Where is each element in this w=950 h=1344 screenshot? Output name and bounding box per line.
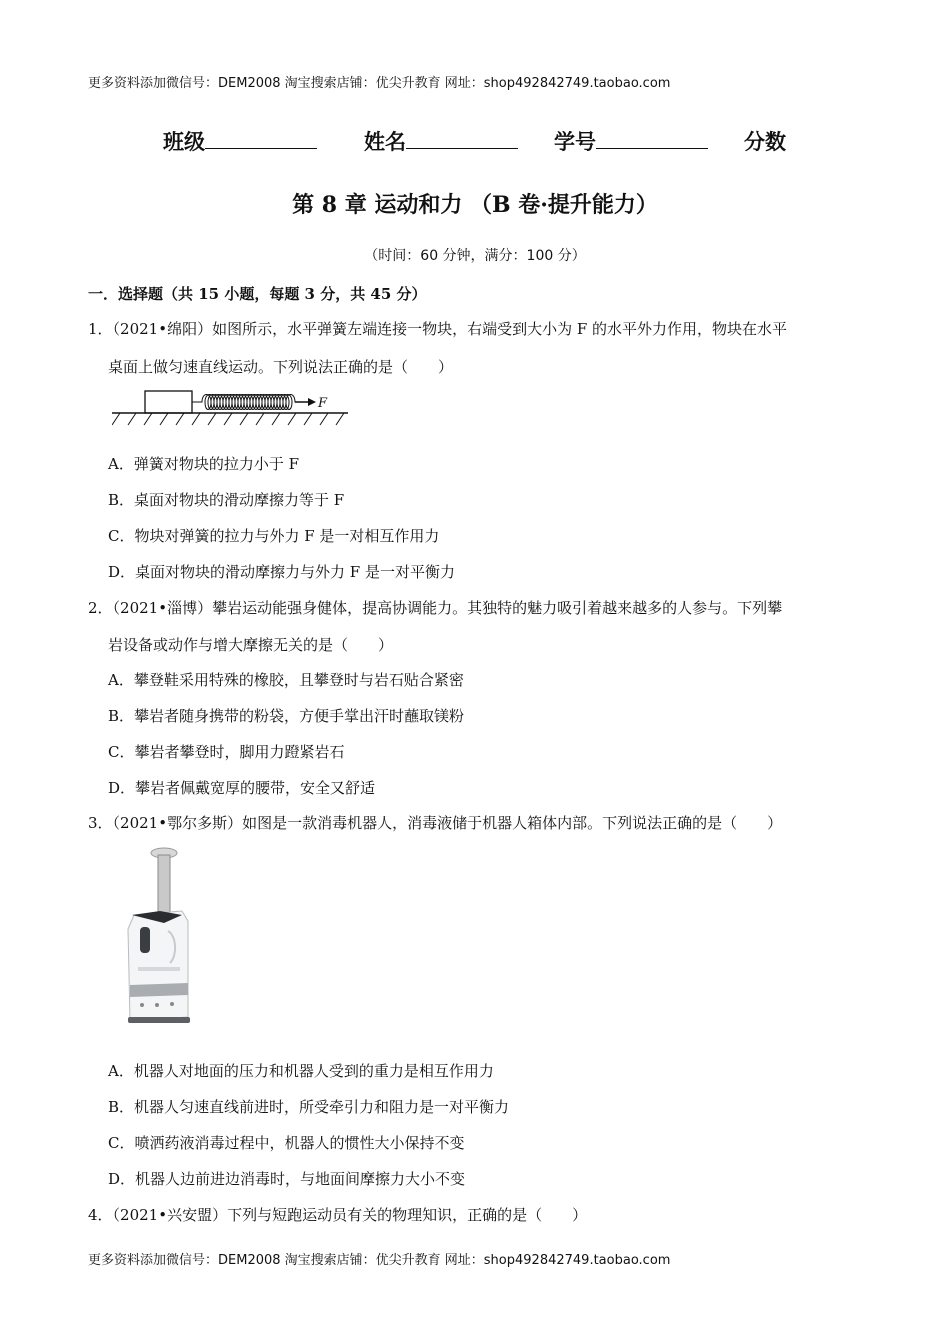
q3-option-d: D．机器人边前进边消毒时，与地面间摩擦力大小不变 [108,1170,466,1188]
page-title: 第 8 章 运动和力 （B 卷·提升能力） [292,192,658,218]
force-label: F [318,396,328,411]
section-heading: 一．选择题（共 15 小题，每题 3 分，共 45 分） [88,285,427,303]
q3-option-a: A．机器人对地面的压力和机器人受到的重力是相互作用力 [108,1062,494,1080]
q2-option-d: D．攀岩者佩戴宽厚的腰带，安全又舒适 [108,779,376,797]
name-label: 姓名 [364,130,406,154]
class-field [163,126,317,156]
name-blank [406,128,518,149]
page-header: 更多资料添加微信号：DEM2008 淘宝搜索店铺：优尖升教育 网址：shop492842749.taobao.com [88,76,671,91]
q1-option-a: A．弹簧对物块的拉力小于 F [108,455,300,473]
q2-option-a: A．攀登鞋采用特殊的橡胶，且攀登时与岩石贴合紧密 [108,671,464,689]
class-label: 班级 [163,130,205,154]
q1-option-b: B．桌面对物块的滑动摩擦力等于 F [108,491,345,509]
question-4-line-1: 4．（2021•兴安盟）下列与短跑运动员有关的物理知识，正确的是（ ） [88,1206,588,1224]
table-hatching [112,413,344,425]
q3-option-b: B．机器人匀速直线前进时，所受牵引力和阻力是一对平衡力 [108,1098,510,1116]
score-label: 分数 [744,130,786,154]
force-arrow-head [308,398,316,406]
q2-option-b: B．攀岩者随身携带的粉袋，方便手掌出汗时蘸取镁粉 [108,707,465,725]
score-field [744,126,786,156]
block-shape [145,391,192,413]
exam-time-info: （时间：60 分钟，满分：100 分） [364,248,586,264]
q1-option-d: D．桌面对物块的滑动摩擦力与外力 F 是一对平衡力 [108,563,455,581]
q3-option-c: C．喷洒药液消毒过程中，机器人的惯性大小保持不变 [108,1134,465,1152]
question-2-line-2: 岩设备或动作与增大摩擦无关的是（ ） [108,636,394,654]
spring-block-figure [112,388,352,428]
spring-shape [192,395,298,410]
q2-option-c: C．攀岩者攀登时，脚用力蹬紧岩石 [108,743,345,761]
id-field [554,126,708,156]
disinfection-robot-image [112,845,202,1030]
q1-option-c: C．物块对弹簧的拉力与外力 F 是一对相互作用力 [108,527,440,545]
page-footer: 更多资料添加微信号：DEM2008 淘宝搜索店铺：优尖升教育 网址：shop492842749.taobao.com [88,1253,671,1268]
id-label: 学号 [554,130,596,154]
name-field [364,126,518,156]
class-blank [205,128,317,149]
question-1-line-1: 1．（2021•绵阳）如图所示，水平弹簧左端连接一物块，右端受到大小为 F 的水平外力作用，物块在水平 [88,320,788,338]
question-3-line-1: 3．（2021•鄂尔多斯）如图是一款消毒机器人，消毒液储于机器人箱体内部。下列说法正确的是（ ） [88,814,783,832]
question-1-line-2: 桌面上做匀速直线运动。下列说法正确的是（ ） [108,358,454,376]
question-2-line-1: 2．（2021•淄博）攀岩运动能强身健体，提高协调能力。其独特的魅力吸引着越来越多的人参与。下列攀 [88,599,783,617]
id-blank [596,128,708,149]
